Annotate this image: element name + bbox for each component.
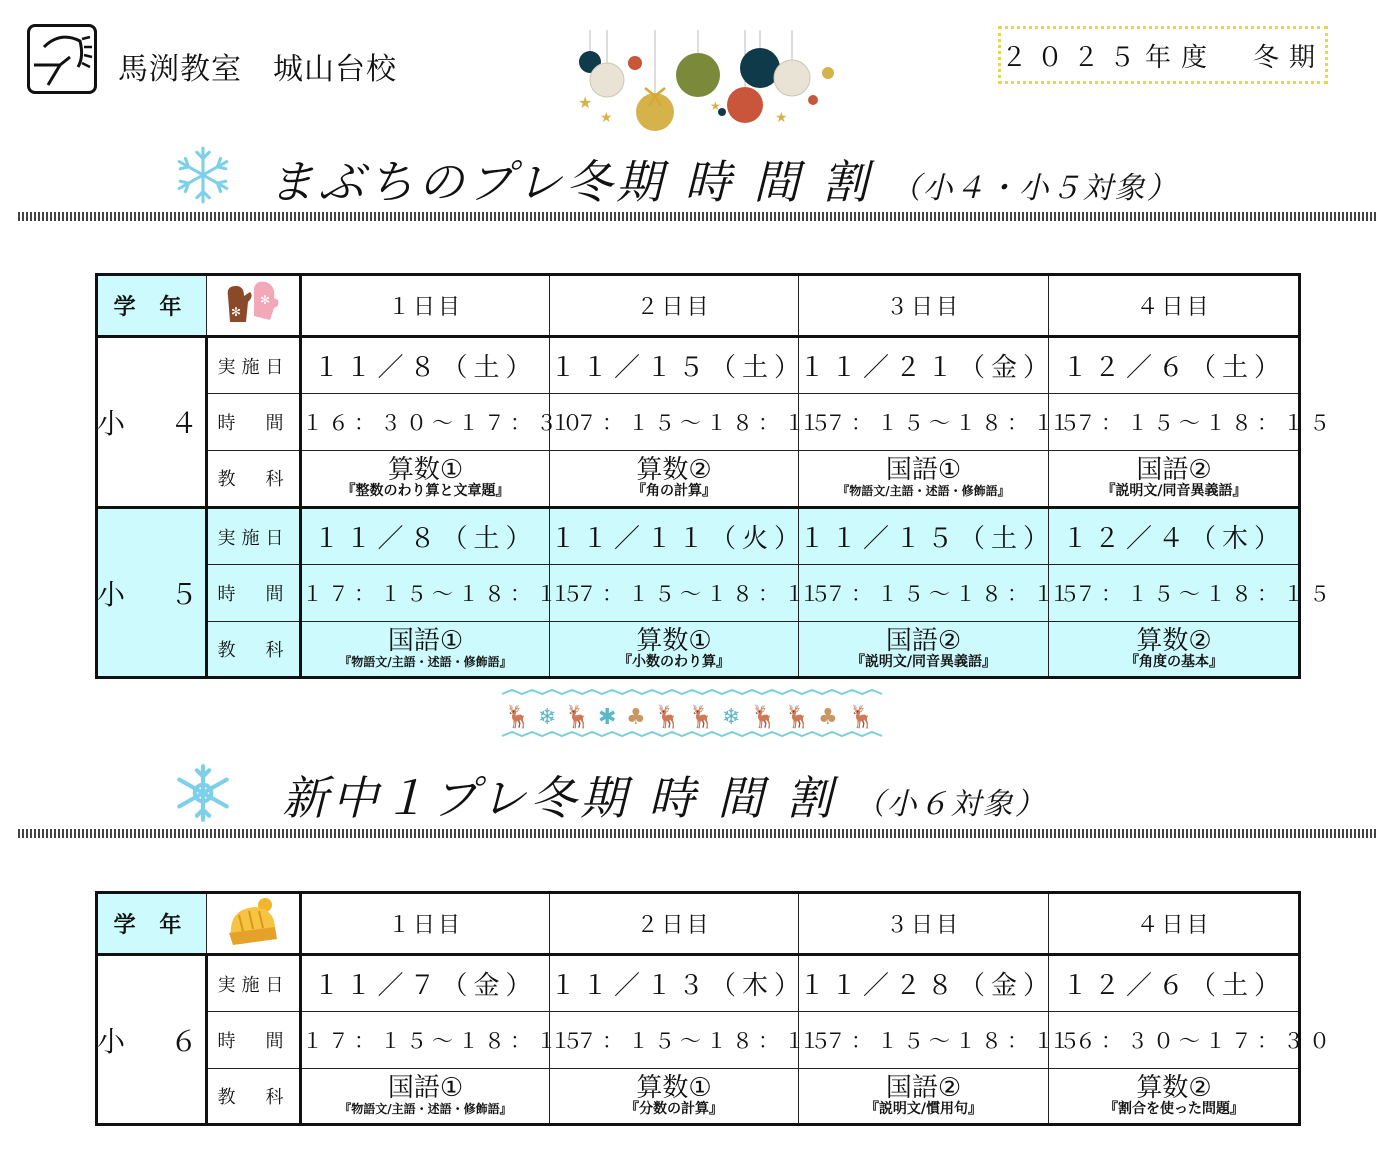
day-2-header: ２日目 [550, 893, 799, 955]
subject-name: 算数② [1136, 626, 1212, 657]
subject-row-label: 教 科 [207, 1068, 301, 1124]
grade-label: 小 ６ [97, 955, 207, 1125]
svg-text:🦌: 🦌 [654, 705, 682, 730]
mittens-icon [207, 275, 301, 337]
subject-name: 算数① [636, 626, 712, 657]
horse-logo-icon [27, 24, 97, 94]
subject-topic: 『小数のわり算』 [618, 654, 730, 671]
time-cell: １７：１５～１８：１５ [799, 394, 1049, 450]
subject-name: 算数① [387, 455, 464, 486]
svg-text:✱: ✱ [598, 705, 617, 730]
time-row-label: 時 間 [207, 565, 301, 621]
time-cell: １７：１５～１８：１５ [550, 1012, 799, 1068]
date-row-label: 実施日 [207, 508, 301, 565]
knit-hat-icon [207, 893, 301, 955]
section1-subtitle: （小４・小５対象） [890, 171, 1179, 206]
svg-text:🦌: 🦌 [784, 705, 812, 730]
date-cell: １１／２１（金） [799, 337, 1049, 394]
grade-header: 学 年 [97, 275, 207, 337]
subject-name: 算数② [636, 455, 712, 486]
svg-text:❄: ❄ [538, 705, 557, 730]
svg-text:★: ★ [710, 99, 721, 113]
date-cell: １１／８（土） [301, 337, 550, 394]
svg-text:❄: ❄ [722, 705, 741, 730]
date-cell: １１／７（金） [301, 955, 550, 1012]
day-4-header: ４日目 [1049, 275, 1300, 337]
subject-topic: 『物語文/主語・述語・修飾語』 [339, 655, 512, 670]
time-cell: １７：１５～１８：１５ [550, 565, 799, 621]
date-cell: １１／１５（土） [550, 337, 799, 394]
svg-text:★: ★ [578, 93, 593, 112]
svg-text:🦌: 🦌 [848, 705, 876, 730]
date-cell: １１／２８（金） [799, 955, 1049, 1012]
time-cell: １７：１５～１８：１５ [301, 1012, 550, 1068]
day-1-header: １日目 [301, 893, 550, 955]
subject-cell [799, 1068, 1049, 1124]
subject-cell [301, 450, 550, 507]
schedule-table-1 [96, 274, 1335, 678]
subject-name: 国語① [885, 455, 962, 486]
subject-name: 国語① [387, 626, 464, 657]
subject-topic: 『説明文/同音異義語』 [1101, 483, 1247, 500]
subject-name: 算数② [1136, 1073, 1212, 1104]
section2-divider [18, 829, 1376, 838]
grade-header: 学 年 [97, 893, 207, 955]
subject-row-label: 教 科 [207, 450, 301, 507]
subject-cell [550, 1068, 799, 1124]
svg-text:🦌: 🦌 [564, 705, 592, 730]
time-row-label: 時 間 [207, 1012, 301, 1068]
subject-topic: 『物語文/主語・述語・修飾語』 [837, 484, 1010, 499]
date-cell: １１／８（土） [301, 508, 550, 565]
svg-text:🦌: 🦌 [504, 705, 532, 730]
subject-cell [301, 621, 550, 677]
svg-text:✻: ✻ [231, 305, 242, 319]
reindeer-pattern-icon [502, 688, 882, 740]
subject-name: 算数① [636, 1073, 712, 1104]
subject-topic: 『説明文/同音異義語』 [850, 654, 997, 671]
subject-name: 国語② [1136, 455, 1212, 486]
schedule-table-2 [96, 892, 1335, 1125]
date-row-label: 実施日 [207, 955, 301, 1012]
subject-cell [1049, 450, 1300, 507]
subject-name: 国語② [885, 626, 962, 657]
subject-cell [301, 1068, 550, 1124]
time-cell: １７：１５～１８：１５ [301, 565, 550, 621]
subject-topic: 『角度の基本』 [1125, 654, 1223, 671]
svg-text:♣: ♣ [626, 705, 646, 730]
time-row-label: 時 間 [207, 394, 301, 450]
subject-cell [550, 450, 799, 507]
subject-cell [1049, 1068, 1300, 1124]
time-cell: １７：１５～１８：１５ [799, 1012, 1049, 1068]
subject-topic: 『整数のわり算と文章題』 [341, 483, 510, 500]
grade-label: 小 ４ [97, 337, 207, 508]
subject-cell [799, 621, 1049, 677]
day-1-header: １日目 [301, 275, 550, 337]
subject-name: 国語① [387, 1073, 464, 1104]
svg-text:🦌: 🦌 [750, 705, 778, 730]
svg-text:♣: ♣ [818, 705, 838, 730]
svg-text:★: ★ [775, 110, 788, 126]
date-row-label: 実施日 [207, 337, 301, 394]
subject-topic: 『角の計算』 [632, 483, 716, 500]
date-cell: １１／１５（土） [799, 508, 1049, 565]
subject-cell [1049, 621, 1300, 677]
subject-row-label: 教 科 [207, 621, 301, 677]
day-3-header: ３日目 [799, 275, 1049, 337]
subject-name: 国語② [885, 1073, 962, 1104]
time-cell: １７：１５～１８：１５ [1049, 565, 1300, 621]
time-cell: １６：３０～１７：３０ [1049, 1012, 1300, 1068]
svg-text:★: ★ [600, 110, 613, 126]
grade-label: 小 ５ [97, 508, 207, 678]
date-cell: １２／６（土） [1049, 955, 1300, 1012]
section1-divider [18, 212, 1376, 221]
section1-title-text: まぶちのプレ冬期 時 間 割 [268, 155, 873, 209]
subject-topic: 『物語文/主語・述語・修飾語』 [339, 1102, 512, 1117]
subject-topic: 『分数の計算』 [625, 1101, 723, 1118]
snowflake-icon [172, 762, 234, 824]
date-cell: １１／１１（火） [550, 508, 799, 565]
yarn-ornaments-icon [570, 30, 850, 140]
time-cell: １６：３０～１７：３０ [301, 394, 550, 450]
date-cell: １２／６（土） [1049, 337, 1300, 394]
date-cell: １２／４（木） [1049, 508, 1300, 565]
subject-topic: 『説明文/慣用句』 [864, 1101, 983, 1118]
day-3-header: ３日目 [799, 893, 1049, 955]
subject-cell [799, 450, 1049, 507]
time-cell: １７：１５～１８：１５ [550, 394, 799, 450]
section2-title-text: 新中１プレ冬期 時 間 割 [282, 771, 837, 825]
time-cell: １７：１５～１８：１５ [1049, 394, 1300, 450]
term-label: ２０２５年度 冬期 [998, 26, 1328, 84]
school-name: 馬渕教室 城山台校 [118, 52, 397, 87]
svg-text:🦌: 🦌 [688, 705, 716, 730]
subject-cell [550, 621, 799, 677]
snowflake-icon [172, 144, 234, 206]
section2-subtitle: （小６対象） [854, 787, 1047, 822]
section1-title [268, 146, 1179, 212]
day-2-header: ２日目 [550, 275, 799, 337]
time-cell: １７：１５～１８：１５ [799, 565, 1049, 621]
svg-text:✻: ✻ [260, 293, 271, 307]
subject-topic: 『割合を使った問題』 [1104, 1101, 1244, 1118]
date-cell: １１／１３（木） [550, 955, 799, 1012]
day-4-header: ４日目 [1049, 893, 1300, 955]
section2-title [282, 762, 1047, 828]
